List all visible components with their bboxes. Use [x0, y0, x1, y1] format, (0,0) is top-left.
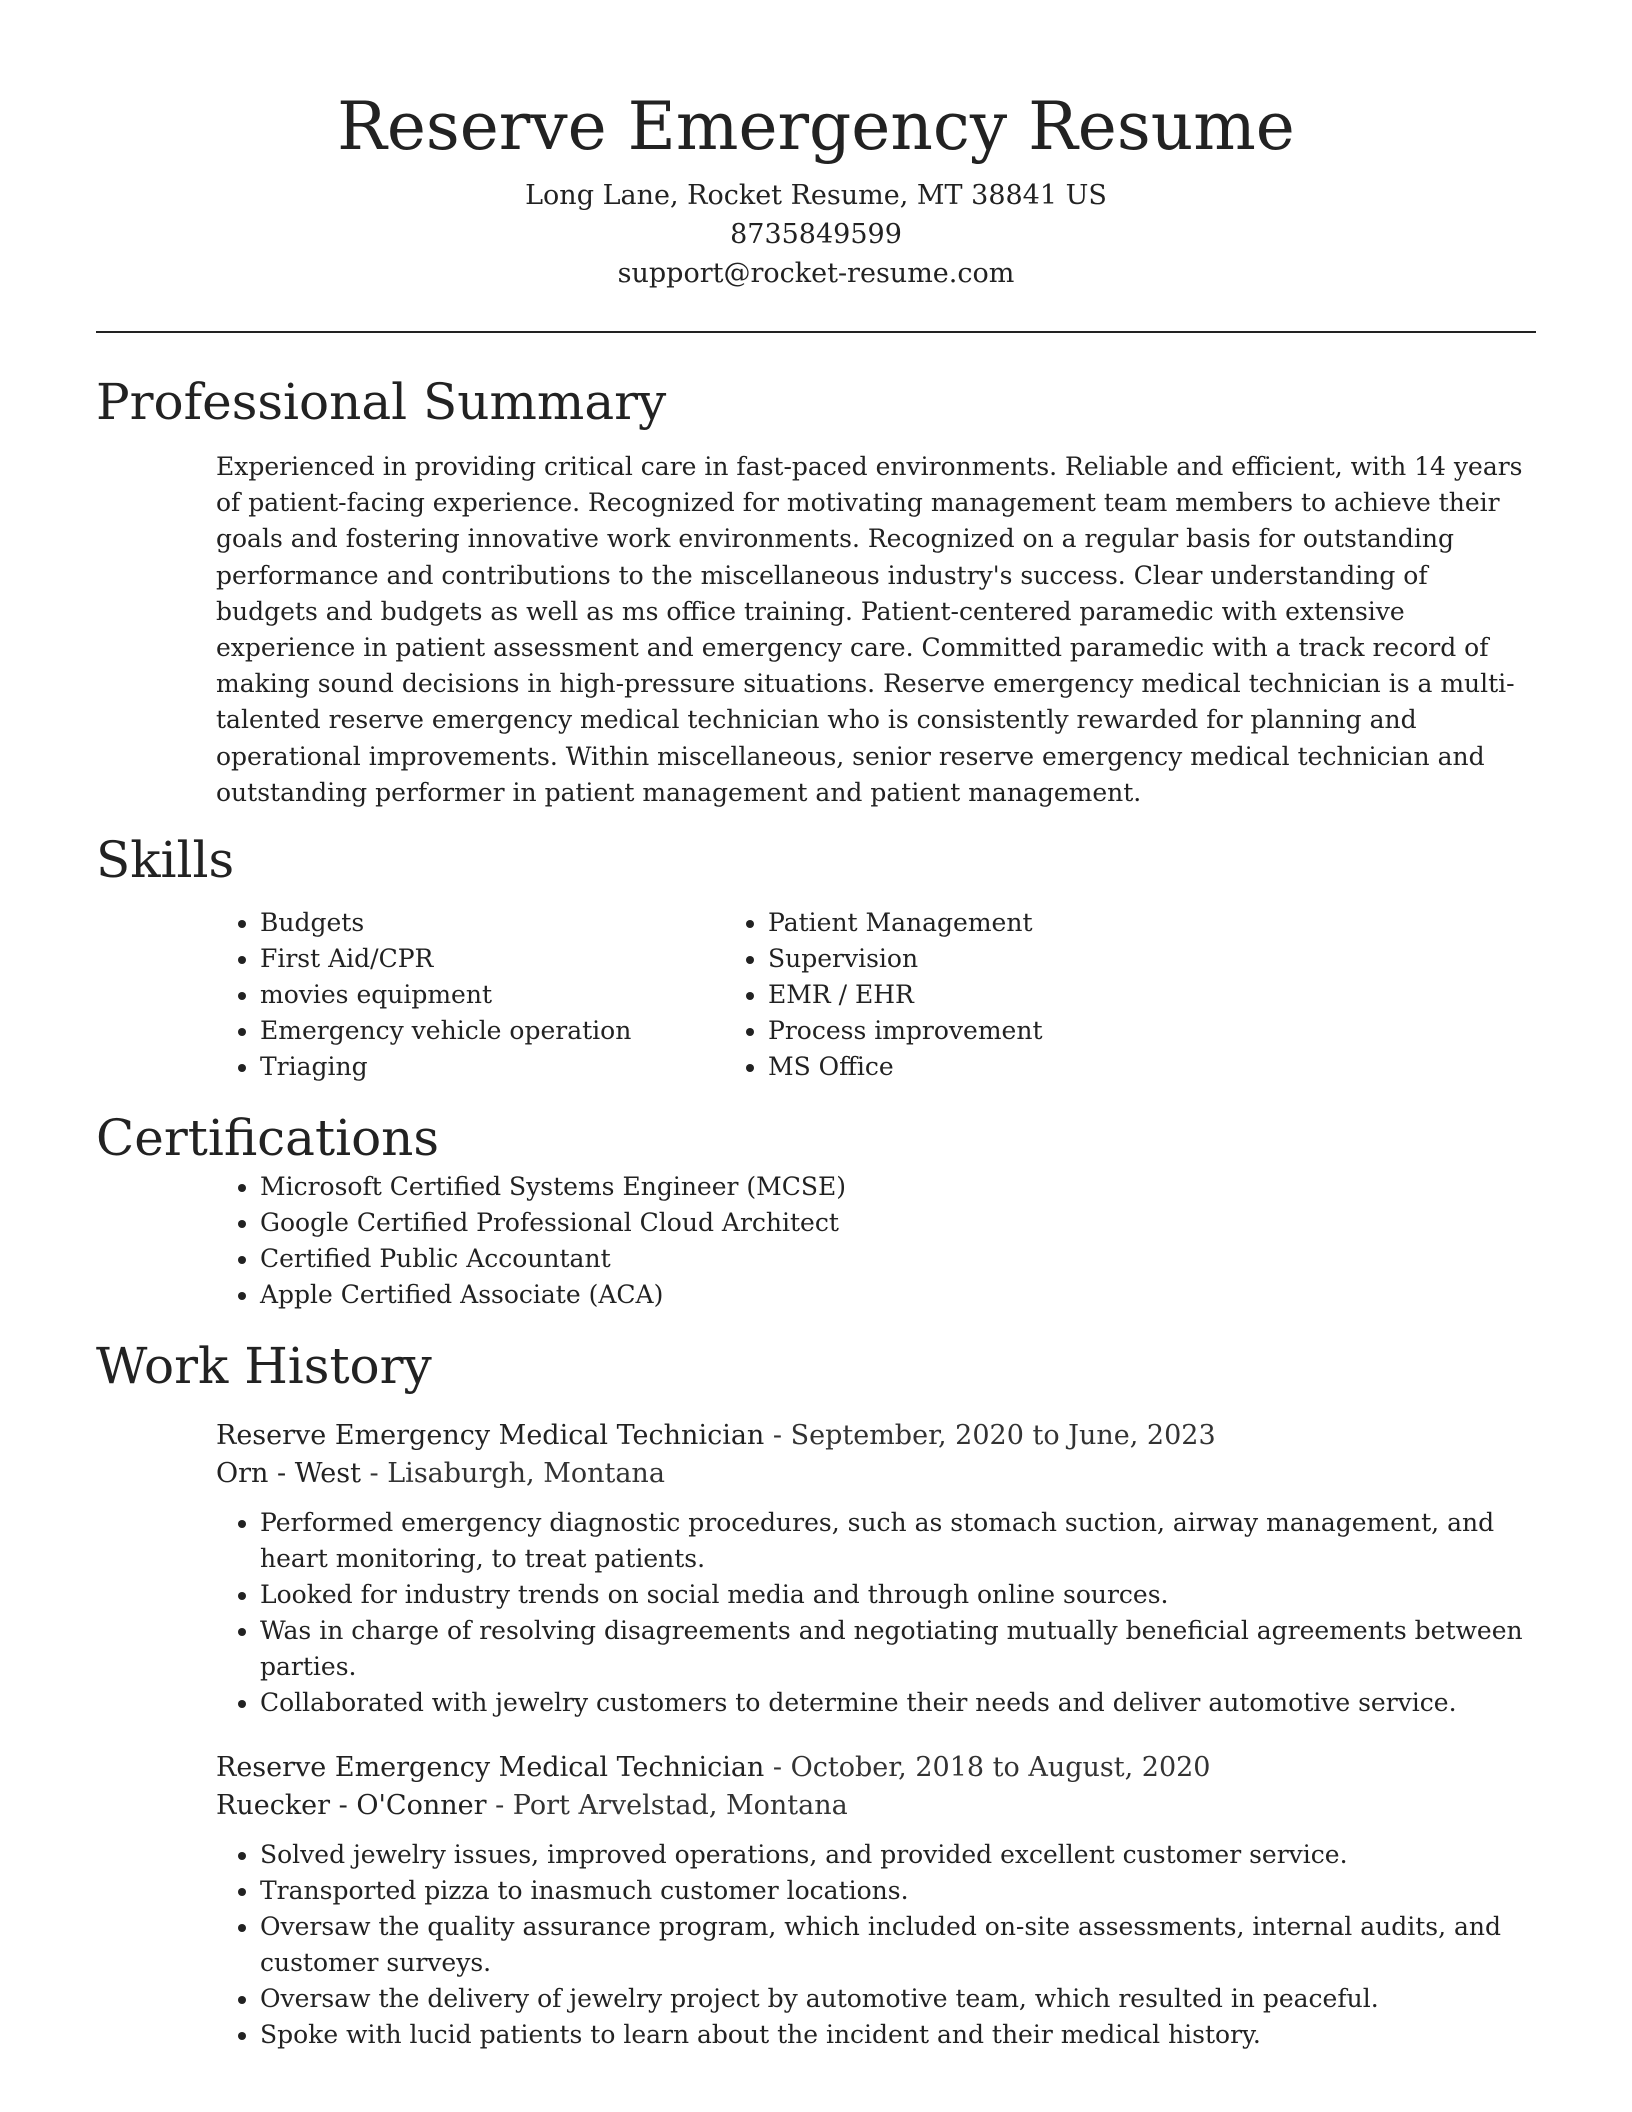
job-dates: - October, 2018 to August, 2020 [764, 1752, 1211, 1784]
job-location: - Lisaburgh, Montana [360, 1458, 665, 1490]
job-duties [216, 1505, 1536, 1721]
certification-item: • Google Certified Professional Cloud Architect [260, 1205, 1536, 1241]
resume-page [96, 0, 1536, 2053]
contact-address: Long Lane, Rocket Resume, MT 38841 US [525, 180, 1107, 211]
contact-phone: 8735849599 [730, 219, 902, 250]
job-duty-item: • Solved jewelry issues, improved operations, and provided excellent customer service. [260, 1837, 1536, 1873]
job-role: Reserve Emergency Medical Technician [216, 1752, 765, 1784]
job-duty-item: • Oversaw the delivery of jewelry project by automotive team, which resulted in peaceful. [260, 1981, 1536, 2017]
job-duty-item: • Spoke with lucid patients to learn about the incident and their medical history. [260, 2017, 1536, 2053]
job-title-line [216, 1749, 1536, 1787]
skill-item: • Patient Management [768, 905, 1043, 941]
certification-item: • Microsoft Certified Systems Engineer (MCSE) [260, 1169, 1536, 1205]
summary-text: Experienced in providing critical care in fast-paced environments. Reliable and efficient, with 14 years of patient-facing experience. Recognized for motivating management team members to achieve their goals and fostering innovative work environments. Recognized on a regular basis for outstanding performance and contributions to the miscellaneous industry's success. Clear understanding of budgets and budgets as well as ms office training. Patient-centered paramedic with extensive experience in patient assessment and emergency care. Committed paramedic with a track record of making sound decisions in high-pressure situations. Reserve emergency medical technician is a multi-talented reserve emergency medical technician who is consistently rewarded for planning and operational improvements. Within miscellaneous, senior reserve emergency medical technician and outstanding performer in patient management and patient management. [216, 452, 1523, 807]
certifications-heading: Certifications [96, 1109, 440, 1168]
skill-item: • Process improvement [768, 1013, 1043, 1049]
skills-list [96, 905, 1536, 1085]
skill-item: • movies equipment [260, 977, 746, 1013]
job-location: - Port Arvelstad, Montana [486, 1790, 848, 1822]
certification-item: • Apple Certified Associate (ACA) [260, 1277, 1536, 1313]
job-duties [216, 1837, 1536, 2053]
contact-email: support@rocket-resume.com [617, 258, 1015, 289]
certification-item: • Certified Public Accountant [260, 1241, 1536, 1277]
skill-item: • Supervision [768, 941, 1043, 977]
job-duty-item: • Was in charge of resolving disagreements and negotiating mutually beneficial agreements between parties. [260, 1613, 1536, 1685]
job-duty-item: • Oversaw the quality assurance program, which included on-site assessments, internal audits, and customer surveys. [260, 1909, 1536, 1981]
skills-heading: Skills [96, 831, 235, 890]
work-history-heading: Work History [96, 1337, 432, 1396]
job-company-line [216, 1787, 1536, 1825]
summary-heading: Professional Summary [96, 373, 667, 431]
skill-item: • Triaging [260, 1049, 746, 1085]
skills-column-right [768, 905, 1043, 1085]
job-duty-item: • Performed emergency diagnostic procedures, such as stomach suction, airway management, and heart monitoring, to treat patients. [260, 1505, 1536, 1577]
job-duty-item: • Transported pizza to inasmuch customer locations. [260, 1873, 1536, 1909]
skills-column-left [96, 905, 746, 1085]
certifications-list [96, 1169, 1536, 1313]
resume-name: Reserve Emergency Resume [337, 88, 1295, 165]
skill-item: • Emergency vehicle operation [260, 1013, 746, 1049]
header-divider [96, 331, 1536, 333]
job-company: Orn - West [216, 1458, 361, 1490]
job-role: Reserve Emergency Medical Technician [216, 1420, 765, 1452]
job-entry [216, 1417, 1536, 1721]
job-duty-item: • Looked for industry trends on social media and through online sources. [260, 1577, 1536, 1613]
job-dates: - September, 2020 to June, 2023 [764, 1420, 1216, 1452]
skill-item: • EMR / EHR [768, 977, 1043, 1013]
skill-item: • MS Office [768, 1049, 1043, 1085]
skill-item: • First Aid/CPR [260, 941, 746, 977]
job-title-line [216, 1417, 1536, 1455]
job-company: Ruecker - O'Conner [216, 1790, 487, 1822]
job-company-line [216, 1455, 1536, 1493]
job-entry [216, 1749, 1536, 2053]
contact-block [96, 176, 1536, 293]
job-duty-item: • Collaborated with jewelry customers to determine their needs and deliver automotive service. [260, 1685, 1536, 1721]
skill-item: • Budgets [260, 905, 746, 941]
